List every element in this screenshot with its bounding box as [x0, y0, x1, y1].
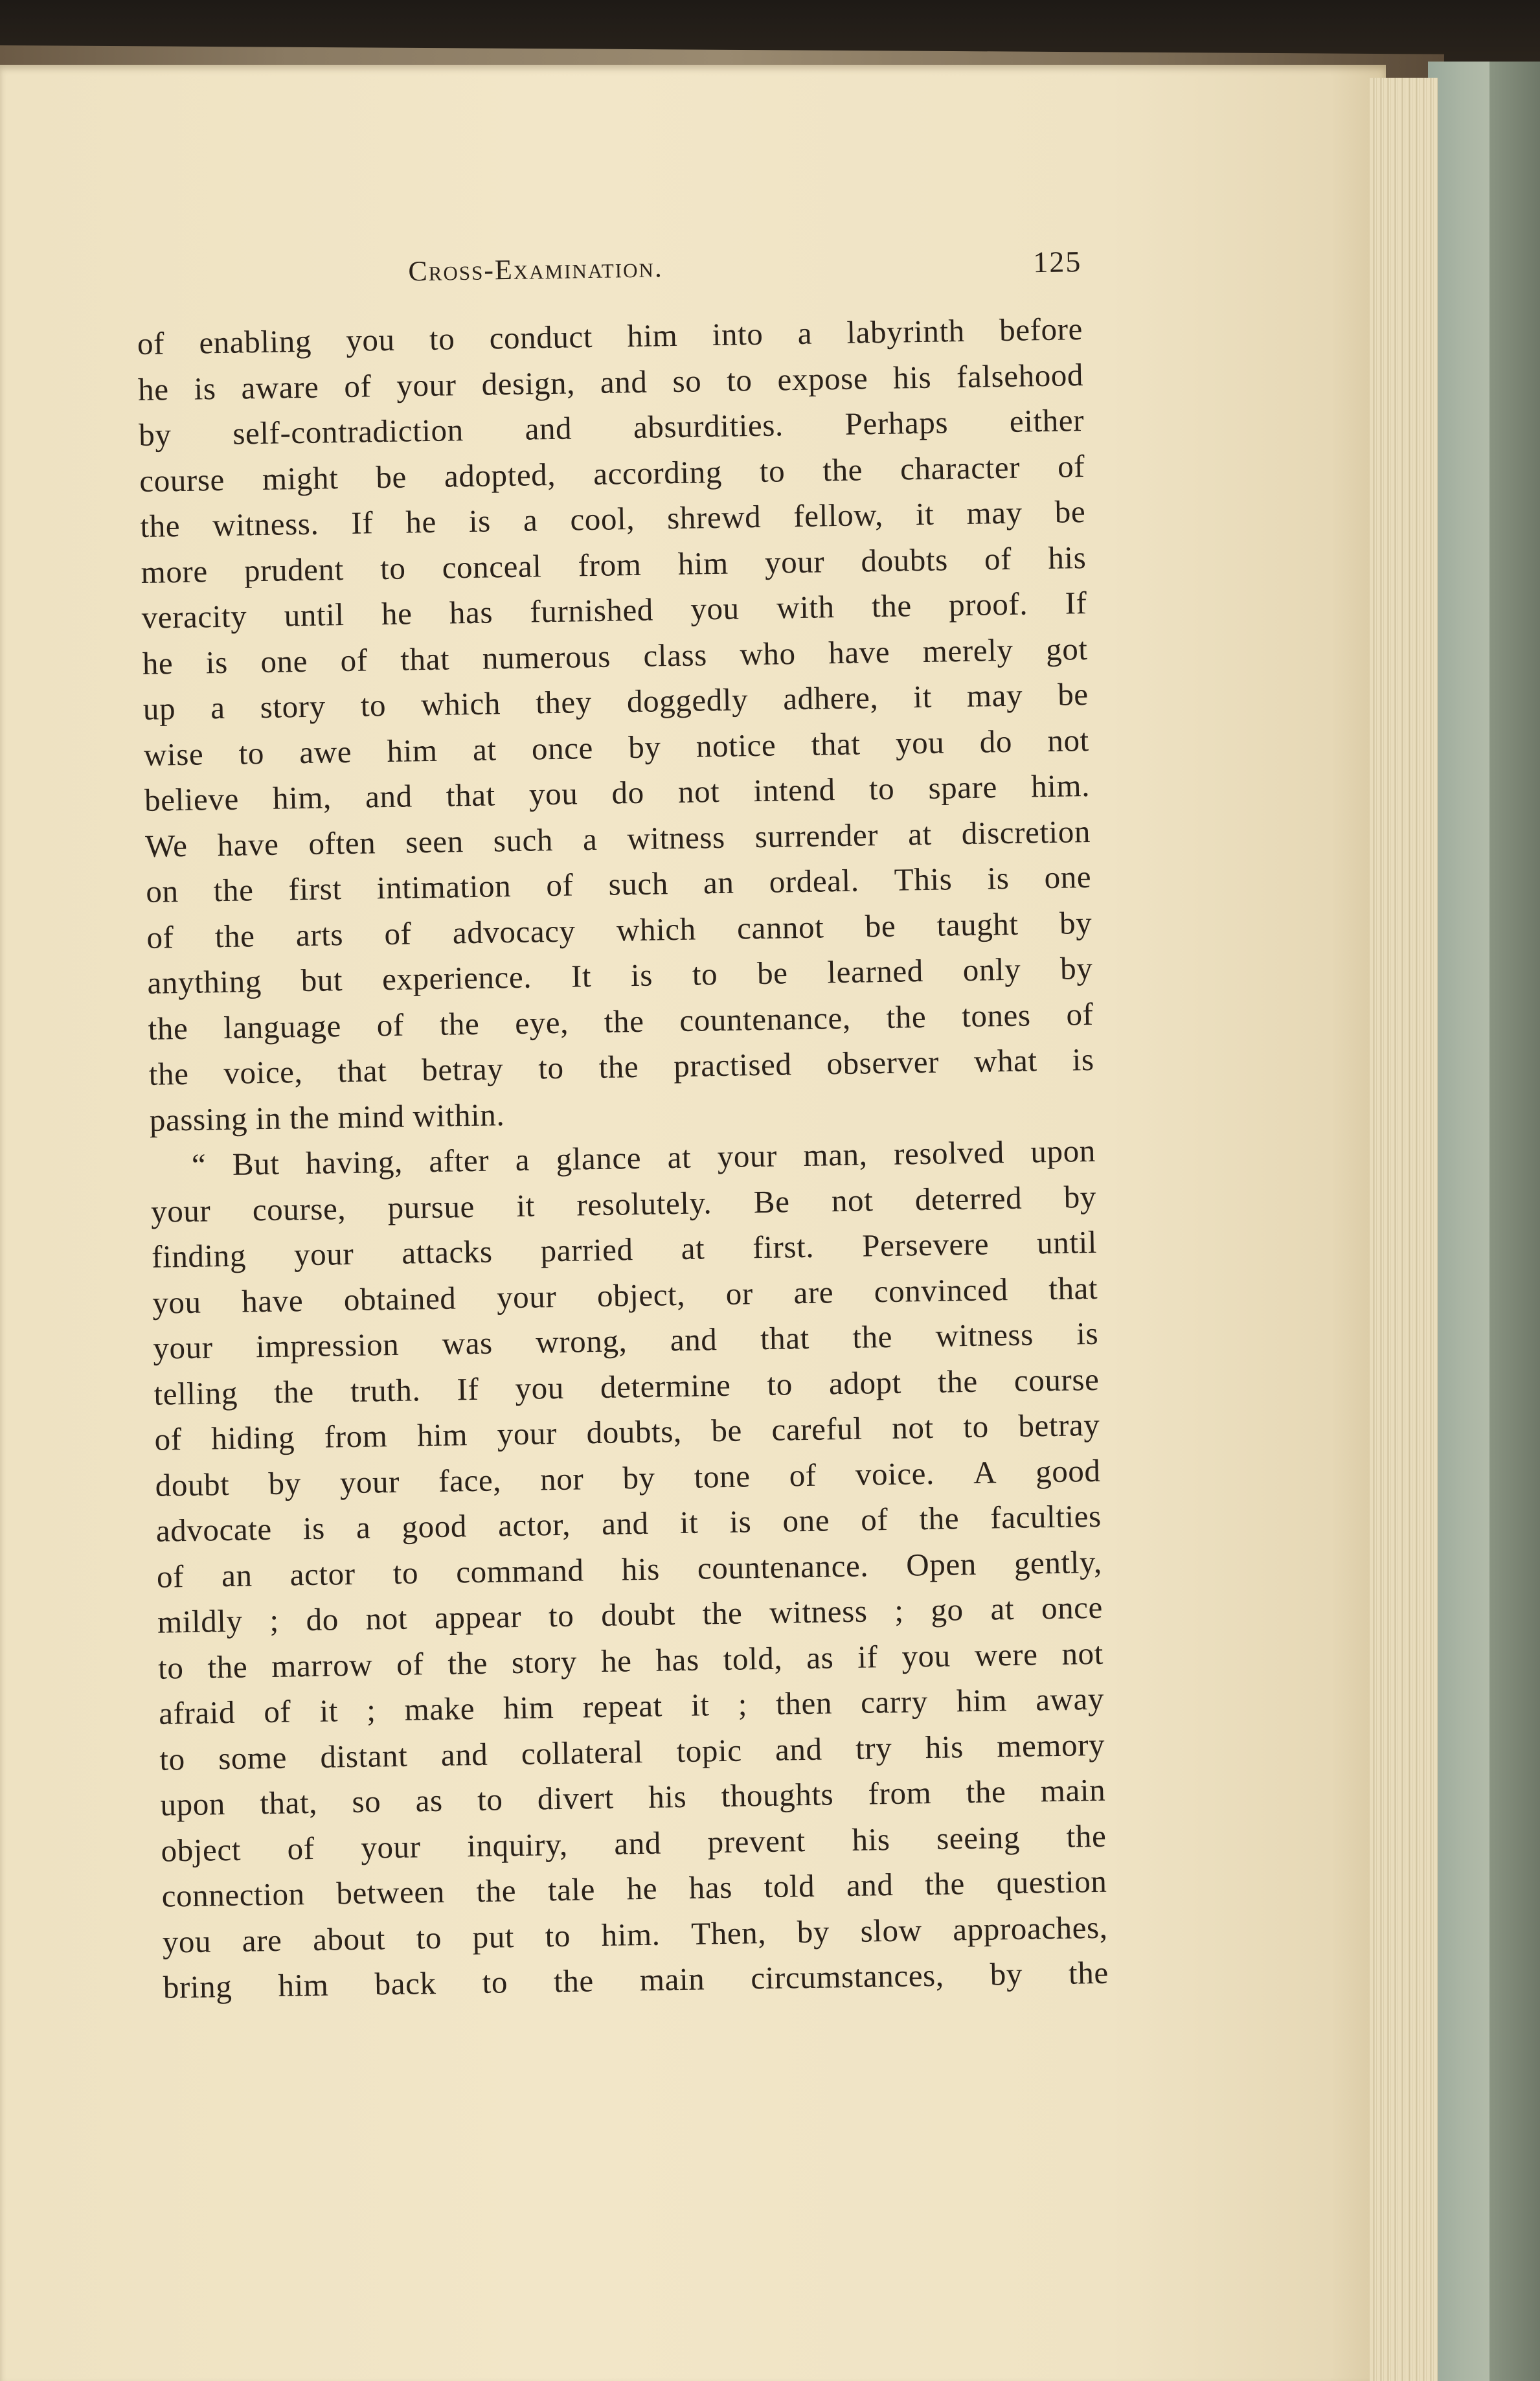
text-line: telling the truth. If you determine to adopt the course [153, 1361, 1100, 1412]
text-line: We have often seen such a witness surrender at discretion [144, 813, 1091, 864]
text-line: by self-contradiction and absurdities. Perhaps either [138, 402, 1085, 453]
text-line: finding your attacks parried at first. Persevere until [151, 1224, 1098, 1275]
text-line: believe him, and that you do not intend to spare him. [144, 767, 1091, 818]
text-line: the witness. If he is a cool, shrewd fellow, it may be [140, 494, 1086, 544]
page-edges [1370, 78, 1438, 2381]
text-line: connection between the tale he has told and the question [161, 1863, 1107, 1914]
text-line: of hiding from him your doubts, be careful not to betray [154, 1406, 1100, 1457]
text-line: “ But having, after a glance at your man, resolved upon [191, 1132, 1096, 1183]
text-line: more prudent to conceal from him your doubts of his [141, 539, 1087, 590]
text-line: of the arts of advocacy which cannot be taught by [146, 904, 1093, 955]
text-line: object of your inquiry, and prevent his seeing the [161, 1817, 1107, 1869]
body-text [137, 306, 1109, 2011]
page-number: 125 [1032, 245, 1082, 279]
text-line: your course, pursue it resolutely. Be not deterred by [150, 1178, 1097, 1229]
page-text-block [136, 244, 1109, 2011]
text-line: he is aware of your design, and so to expose his falsehood [137, 356, 1084, 407]
text-line: you have obtained your object, or are convinced that [152, 1270, 1098, 1321]
text-line: doubt by your face, nor by tone of voice. A good [155, 1452, 1101, 1503]
text-line: passing in the mind within. [149, 1096, 505, 1138]
text-line: on the first intimation of such an ordeal. This is one [145, 858, 1092, 909]
text-line: to the marrow of the story he has told, as if you were not [157, 1635, 1104, 1686]
text-line: course might be adopted, according to the character of [139, 448, 1085, 499]
running-title: Cross-Examination. [407, 251, 664, 288]
text-line: upon that, so as to divert his thoughts from the main [160, 1772, 1106, 1823]
text-line: you are about to put to him. Then, by slow approaches, [162, 1909, 1108, 1960]
book-cover-edge [1489, 62, 1540, 2381]
text-line: bring him back to the main circumstances, by the [163, 1954, 1109, 2005]
text-line: of an actor to command his countenance. Open gently, [156, 1544, 1103, 1595]
text-line: to some distant and collateral topic and try his memory [159, 1726, 1105, 1777]
text-line: wise to awe him at once by notice that you do not [143, 722, 1090, 773]
text-line: mildly ; do not appear to doubt the witness ; go at once [157, 1589, 1104, 1640]
text-line: the voice, that betray to the practised observer what is [148, 1041, 1094, 1092]
text-line: the language of the eye, the countenance, the tones of [148, 996, 1094, 1047]
text-line: of enabling you to conduct him into a labyrinth before [137, 311, 1083, 361]
text-line: he is one of that numerous class who have merely got [142, 630, 1088, 681]
text-line: up a story to which they doggedly adhere, it may be [142, 676, 1089, 727]
text-line: afraid of it ; make him repeat it ; then carry him away [158, 1680, 1105, 1731]
text-line: your impression was wrong, and that the witness is [152, 1315, 1099, 1366]
text-line: veracity until he has furnished you with the proof. If [141, 585, 1087, 635]
text-line: advocate is a good actor, and it is one of the faculties [155, 1498, 1102, 1549]
text-line: anything but experience. It is to be learned only by [147, 950, 1093, 1001]
